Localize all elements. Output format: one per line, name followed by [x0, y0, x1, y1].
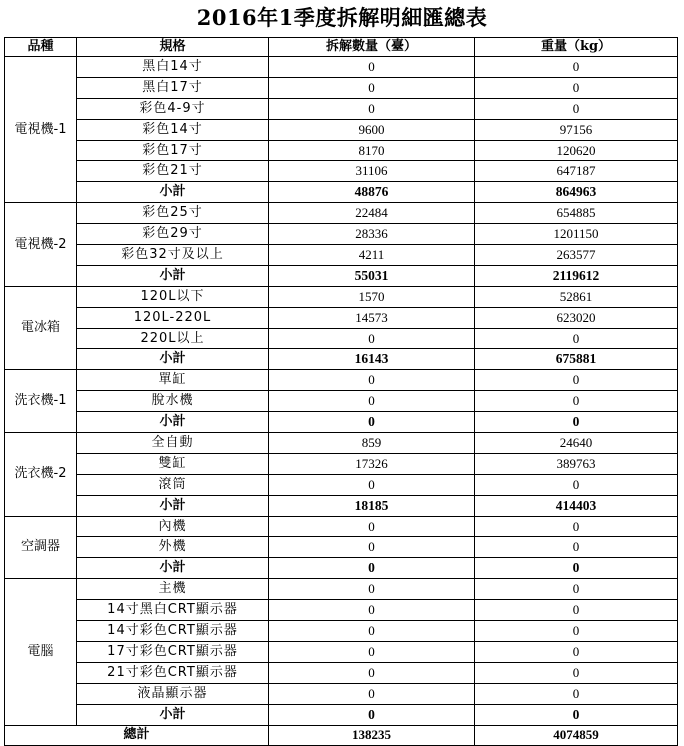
spec-cell: 彩色14寸 [77, 119, 269, 140]
subtotal-label: 小計 [77, 558, 269, 579]
quantity-cell: 0 [269, 474, 475, 495]
subtotal-row [5, 412, 678, 433]
spec-cell: 17寸彩色CRT顯示器 [77, 641, 269, 662]
spec-cell: 液晶顯示器 [77, 683, 269, 704]
quantity-cell: 22484 [269, 203, 475, 224]
weight-cell: 0 [475, 683, 678, 704]
table-row [5, 683, 678, 704]
weight-cell: 0 [475, 579, 678, 600]
weight-cell: 0 [475, 621, 678, 642]
quantity-cell: 9600 [269, 119, 475, 140]
subtotal-label: 小計 [77, 182, 269, 203]
weight-cell: 647187 [475, 161, 678, 182]
table-row [5, 516, 678, 537]
subtotal-label: 小計 [77, 349, 269, 370]
spec-cell: 內機 [77, 516, 269, 537]
spec-cell: 單缸 [77, 370, 269, 391]
category-cell: 電視機-2 [5, 203, 77, 287]
weight-cell: 389763 [475, 453, 678, 474]
subtotal-quantity: 18185 [269, 495, 475, 516]
quantity-cell: 1570 [269, 286, 475, 307]
spec-cell: 220L以上 [77, 328, 269, 349]
subtotal-weight: 675881 [475, 349, 678, 370]
weight-cell: 263577 [475, 245, 678, 266]
subtotal-row [5, 182, 678, 203]
quantity-cell: 31106 [269, 161, 475, 182]
table-row [5, 391, 678, 412]
subtotal-weight: 864963 [475, 182, 678, 203]
table-row [5, 245, 678, 266]
subtotal-row [5, 704, 678, 725]
weight-cell: 24640 [475, 433, 678, 454]
table-row [5, 57, 678, 78]
quantity-cell: 17326 [269, 453, 475, 474]
table-row [5, 140, 678, 161]
spec-cell: 外機 [77, 537, 269, 558]
table-row [5, 474, 678, 495]
weight-cell: 0 [475, 474, 678, 495]
quantity-cell: 0 [269, 77, 475, 98]
weight-cell: 0 [475, 98, 678, 119]
category-cell: 洗衣機-2 [5, 433, 77, 517]
table-row [5, 621, 678, 642]
quantity-cell: 0 [269, 641, 475, 662]
quantity-cell: 4211 [269, 245, 475, 266]
total-quantity: 138235 [269, 725, 475, 746]
quantity-cell: 0 [269, 600, 475, 621]
subtotal-quantity: 48876 [269, 182, 475, 203]
table-row [5, 453, 678, 474]
quantity-cell: 0 [269, 328, 475, 349]
spec-cell: 120L以下 [77, 286, 269, 307]
quantity-cell: 0 [269, 621, 475, 642]
subtotal-weight: 0 [475, 704, 678, 725]
quantity-cell: 0 [269, 662, 475, 683]
subtotal-quantity: 0 [269, 558, 475, 579]
subtotal-weight: 2119612 [475, 265, 678, 286]
quantity-cell: 8170 [269, 140, 475, 161]
spec-cell: 彩色21寸 [77, 161, 269, 182]
table-row [5, 224, 678, 245]
quantity-cell: 14573 [269, 307, 475, 328]
weight-cell: 0 [475, 662, 678, 683]
subtotal-quantity: 0 [269, 412, 475, 433]
category-cell: 空調器 [5, 516, 77, 579]
spec-cell: 滾筒 [77, 474, 269, 495]
table-row [5, 370, 678, 391]
weight-cell: 654885 [475, 203, 678, 224]
weight-cell: 0 [475, 600, 678, 621]
table-row [5, 203, 678, 224]
table-row [5, 537, 678, 558]
spec-cell: 主機 [77, 579, 269, 600]
subtotal-weight: 0 [475, 558, 678, 579]
header-row [5, 38, 678, 57]
table-body [5, 57, 678, 726]
table-footer [5, 725, 678, 746]
header-spec: 規格 [77, 38, 269, 57]
subtotal-row [5, 495, 678, 516]
spec-cell: 14寸黑白CRT顯示器 [77, 600, 269, 621]
table-row [5, 161, 678, 182]
weight-cell: 120620 [475, 140, 678, 161]
spec-cell: 21寸彩色CRT顯示器 [77, 662, 269, 683]
subtotal-label: 小計 [77, 412, 269, 433]
quantity-cell: 0 [269, 370, 475, 391]
weight-cell: 0 [475, 77, 678, 98]
category-cell: 洗衣機-1 [5, 370, 77, 433]
table-row [5, 119, 678, 140]
quantity-cell: 0 [269, 391, 475, 412]
quantity-cell: 0 [269, 579, 475, 600]
table-row [5, 98, 678, 119]
spec-cell: 黑白17寸 [77, 77, 269, 98]
subtotal-quantity: 0 [269, 704, 475, 725]
subtotal-quantity: 16143 [269, 349, 475, 370]
spec-cell: 黑白14寸 [77, 57, 269, 78]
quantity-cell: 0 [269, 537, 475, 558]
subtotal-label: 小計 [77, 704, 269, 725]
subtotal-row [5, 265, 678, 286]
table-row [5, 600, 678, 621]
spec-cell: 14寸彩色CRT顯示器 [77, 621, 269, 642]
category-cell: 電腦 [5, 579, 77, 725]
weight-cell: 0 [475, 328, 678, 349]
weight-cell: 0 [475, 516, 678, 537]
total-row [5, 725, 678, 746]
subtotal-weight: 414403 [475, 495, 678, 516]
page-title: 2016年1季度拆解明細匯總表 [196, 5, 488, 30]
weight-cell: 1201150 [475, 224, 678, 245]
weight-cell: 623020 [475, 307, 678, 328]
table-row [5, 307, 678, 328]
summary-table [4, 37, 678, 746]
weight-cell: 0 [475, 391, 678, 412]
subtotal-row [5, 349, 678, 370]
weight-cell: 0 [475, 641, 678, 662]
spec-cell: 彩色29寸 [77, 224, 269, 245]
quantity-cell: 0 [269, 516, 475, 537]
subtotal-label: 小計 [77, 265, 269, 286]
header-category: 品種 [5, 38, 77, 57]
quantity-cell: 0 [269, 57, 475, 78]
spec-cell: 120L-220L [77, 307, 269, 328]
header-weight: 重量（kg） [475, 38, 678, 57]
table-header [5, 38, 678, 57]
quantity-cell: 28336 [269, 224, 475, 245]
quantity-cell: 0 [269, 683, 475, 704]
header-quantity: 拆解數量（臺） [269, 38, 475, 57]
subtotal-row [5, 558, 678, 579]
category-cell: 電視機-1 [5, 57, 77, 203]
weight-cell: 0 [475, 537, 678, 558]
table-row [5, 579, 678, 600]
spec-cell: 彩色25寸 [77, 203, 269, 224]
subtotal-label: 小計 [77, 495, 269, 516]
weight-cell: 0 [475, 57, 678, 78]
spec-cell: 彩色4-9寸 [77, 98, 269, 119]
total-weight: 4074859 [475, 725, 678, 746]
table-row [5, 641, 678, 662]
spec-cell: 全自動 [77, 433, 269, 454]
table-row [5, 286, 678, 307]
total-label: 總計 [5, 725, 269, 746]
quantity-cell: 859 [269, 433, 475, 454]
spec-cell: 彩色32寸及以上 [77, 245, 269, 266]
spec-cell: 脫水機 [77, 391, 269, 412]
category-cell: 電冰箱 [5, 286, 77, 370]
table-row [5, 433, 678, 454]
quantity-cell: 0 [269, 98, 475, 119]
spec-cell: 雙缸 [77, 453, 269, 474]
table-row [5, 328, 678, 349]
table-row [5, 77, 678, 98]
weight-cell: 97156 [475, 119, 678, 140]
subtotal-weight: 0 [475, 412, 678, 433]
spec-cell: 彩色17寸 [77, 140, 269, 161]
weight-cell: 52861 [475, 286, 678, 307]
weight-cell: 0 [475, 370, 678, 391]
table-row [5, 662, 678, 683]
subtotal-quantity: 55031 [269, 265, 475, 286]
